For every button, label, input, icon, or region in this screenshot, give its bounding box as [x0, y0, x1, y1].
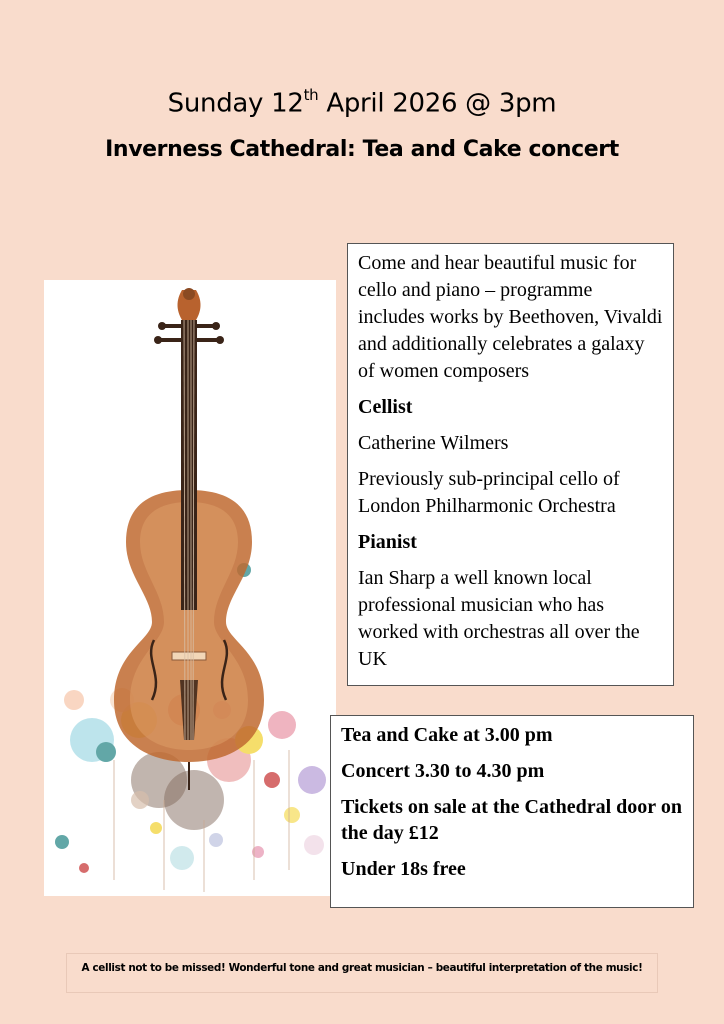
ticket-info-box: [330, 715, 694, 908]
watercolour-cello-icon: [44, 280, 336, 896]
cellist-bio: Previously sub-principal cello of London Philharmonic Orchestra: [358, 468, 620, 517]
ticket-info: Tickets on sale at the Cathedral door on the day £12: [341, 796, 682, 844]
cello-illustration: [44, 280, 336, 896]
tea-time: Tea and Cake at 3.00 pm: [341, 724, 553, 746]
intro-text: Come and hear beautiful music for cello and piano – programme includes works by Beethoven, Vivaldi and additionally celebrates a galaxy of women composers: [358, 252, 663, 382]
pianist-bio: Ian Sharp a well known local professional musician who has worked with orchestras all over the UK: [358, 567, 640, 670]
cellist-name: Catherine Wilmers: [358, 432, 509, 454]
review-quote: A cellist not to be missed! Wonderful tone and great musician – beautiful interpretation of the music!: [66, 953, 658, 993]
concert-details-box: [347, 243, 674, 686]
title-day: Sunday 12: [167, 88, 304, 119]
page-title: [0, 88, 724, 119]
concert-time: Concert 3.30 to 4.30 pm: [341, 760, 545, 782]
under-18-info: Under 18s free: [341, 858, 466, 880]
pianist-heading: Pianist: [358, 531, 417, 553]
cellist-heading: Cellist: [358, 396, 413, 418]
title-ordinal: th: [303, 86, 319, 104]
title-rest: April 2026 @ 3pm: [318, 88, 557, 119]
page-subtitle: Inverness Cathedral: Tea and Cake concert: [105, 137, 619, 162]
